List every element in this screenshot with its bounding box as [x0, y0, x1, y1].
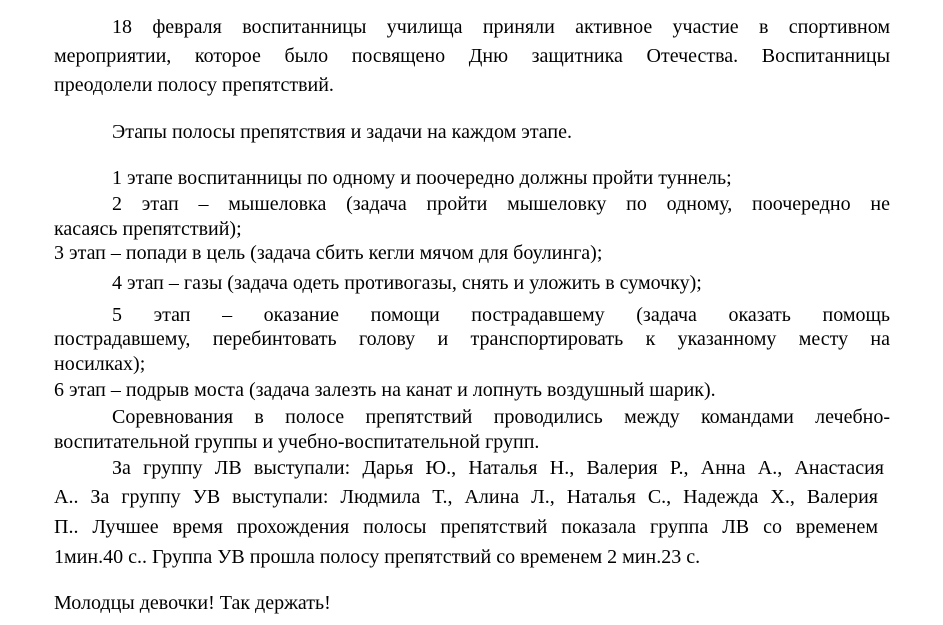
stage-2-line-1: 2 этап – мышеловка (задача пройти мышеловку по одному, поочередно не — [112, 193, 890, 215]
teams-line-2: А.. За группу УВ выступали: Людмила Т., Алина Л., Наталья С., Надежда Х., Валерия — [54, 486, 878, 508]
closing-line: Молодцы девочки! Так держать! — [54, 592, 331, 614]
teams-line-3: П.. Лучшее время прохождения полосы препятствий показала группа ЛВ со временем — [54, 516, 878, 538]
intro-line-2: мероприятии, которое было посвящено Дню защитника Отечества. Воспитанницы — [54, 45, 890, 67]
intro-line-3: преодолели полосу препятствий. — [54, 74, 334, 96]
teams-line-1: За группу ЛВ выступали: Дарья Ю., Наталья Н., Валерия Р., Анна А., Анастасия — [112, 457, 884, 479]
competition-line-1: Соревнования в полосе препятствий проводились между командами лечебно- — [112, 406, 890, 428]
stages-heading: Этапы полосы препятствия и задачи на каждом этапе. — [112, 121, 572, 143]
intro-line-1: 18 февраля воспитанницы училища приняли активное участие в спортивном — [112, 16, 890, 38]
stage-6: 6 этап – подрыв моста (задача залезть на канат и лопнуть воздушный шарик). — [54, 379, 716, 401]
stage-5-line-1: 5 этап – оказание помощи пострадавшему (задача оказать помощь — [112, 304, 890, 326]
stage-4: 4 этап – газы (задача одеть противогазы, снять и уложить в сумочку); — [112, 272, 702, 294]
competition-line-2: воспитательной группы и учебно-воспитательной групп. — [54, 431, 540, 453]
stage-5-line-2: пострадавшему, перебинтовать голову и транспортировать к указанному месту на — [54, 328, 890, 350]
stage-5-line-3: носилках); — [54, 353, 146, 375]
stage-3: 3 этап – попади в цель (задача сбить кегли мячом для боулинга); — [54, 242, 603, 264]
document-body — [54, 0, 890, 625]
stage-1: 1 этапе воспитанницы по одному и поочередно должны пройти туннель; — [112, 167, 732, 189]
teams-line-4: 1мин.40 с.. Группа УВ прошла полосу препятствий со временем 2 мин.23 с. — [54, 546, 701, 568]
stage-2-line-2: касаясь препятствий); — [54, 218, 242, 240]
